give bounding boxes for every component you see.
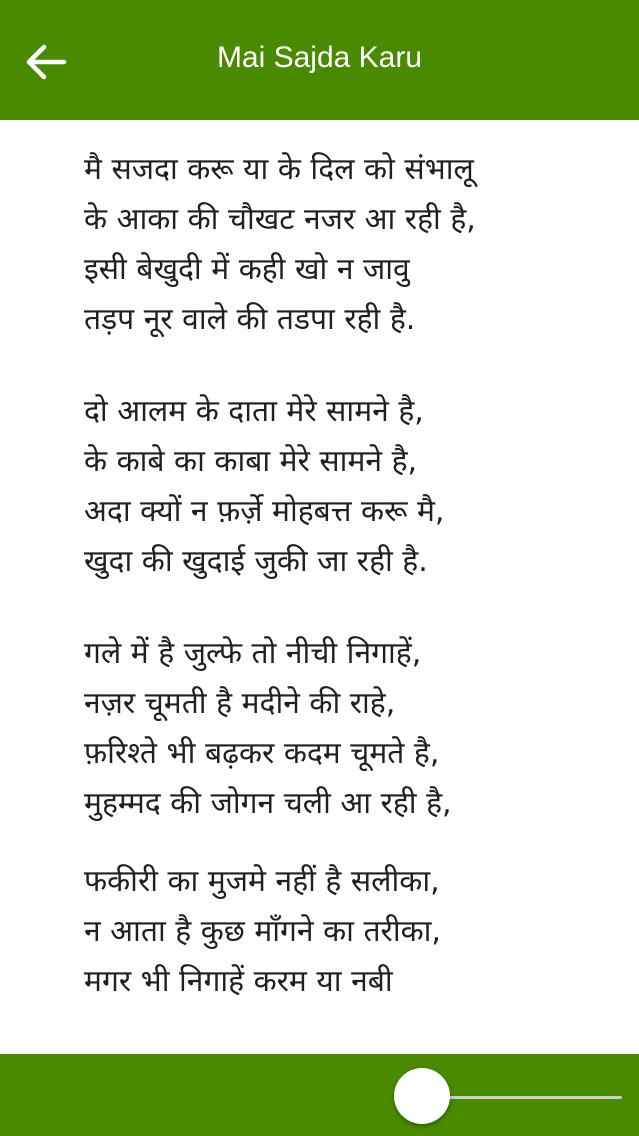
lyric-line: गले में है जुल्फे तो नीची निगाहें, xyxy=(84,636,422,671)
lyric-line: मुहम्मद की जोगन चली आ रही है, xyxy=(84,786,452,821)
lyrics-text xyxy=(84,145,624,1007)
lyric-line: खुदा की खुदाई जुकी जा रही है. xyxy=(84,544,428,579)
app-bar xyxy=(0,0,639,120)
lyric-line: के आका की चौखट नजर आ रही है, xyxy=(84,202,476,237)
lyric-line: फ़रिश्ते भी बढ़कर कदम चूमते है, xyxy=(84,736,440,771)
lyric-line: फकीरी का मुजमे नहीं है सलीका, xyxy=(84,864,440,899)
arrow-left-icon xyxy=(24,42,68,82)
lyric-line: इसी बेखुदी में कही खो न जावु xyxy=(84,252,410,287)
stanza-4 xyxy=(84,857,624,1007)
back-button[interactable] xyxy=(14,32,78,92)
lyric-line: दो आलम के दाता मेरे सामने है, xyxy=(84,394,424,429)
lyric-line: मगर भी निगाहें करम या नबी xyxy=(84,964,393,999)
bottom-bar xyxy=(0,1054,639,1136)
lyric-line: अदा क्यों न फ़र्ज़े मोहबत्त करू मै, xyxy=(84,494,445,529)
stanza-3 xyxy=(84,629,624,829)
stanza-2 xyxy=(84,387,624,587)
lyric-line: तड़प नूर वाले की तडपा रही है. xyxy=(84,302,416,337)
lyric-line: न आता है कुछ माँगने का तरीका, xyxy=(84,914,441,949)
font-size-slider-thumb[interactable] xyxy=(394,1068,450,1124)
page-title: Mai Sajda Karu xyxy=(216,41,423,74)
stanza-1 xyxy=(84,145,624,345)
lyric-line: के काबे का काबा मेरे सामने है, xyxy=(84,444,418,479)
lyric-line: नज़र चूमती है मदीने की राहे, xyxy=(84,686,396,721)
font-size-slider-track[interactable] xyxy=(420,1096,622,1099)
lyrics-scroll-area[interactable] xyxy=(0,120,639,1054)
lyric-line: मै सजदा करू या के दिल को संभालू xyxy=(84,152,474,187)
